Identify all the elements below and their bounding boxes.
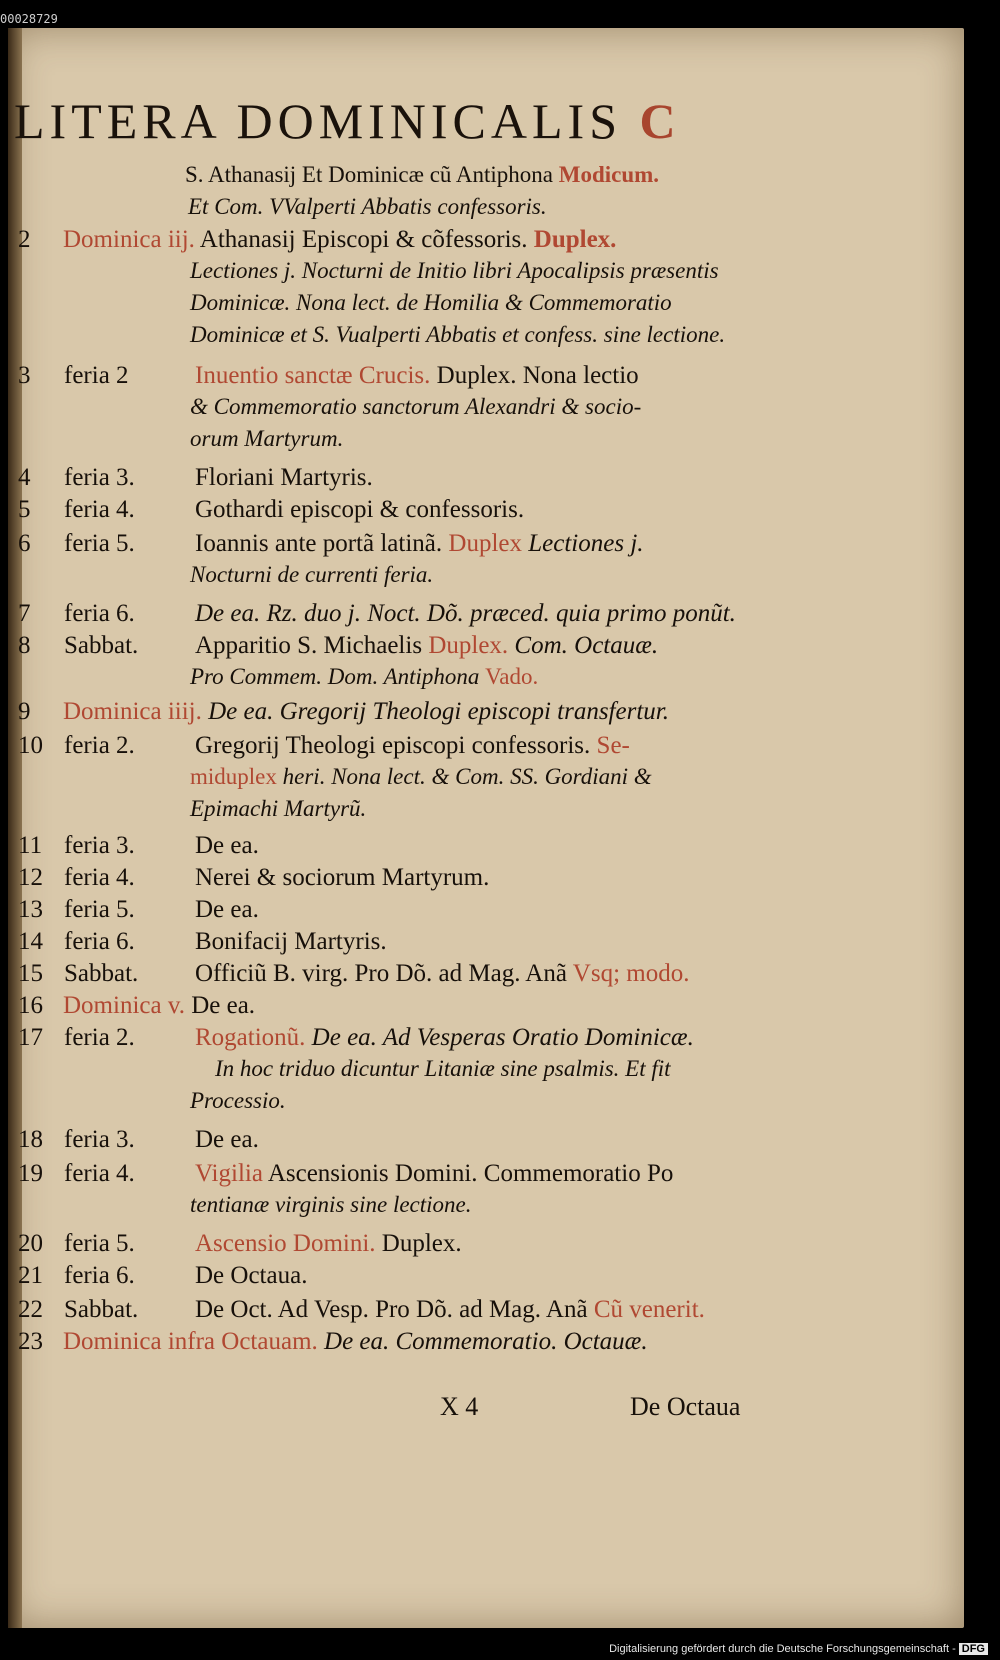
page-heading: [14, 92, 681, 150]
row-3-cont-1: & Commemoratio sanctorum Alexandri & socio-: [190, 394, 642, 419]
dfg-logo: DFG: [959, 1643, 988, 1655]
row-3-cont-2: orum Martyrum.: [190, 426, 344, 451]
row-8-cont-1: Pro Commem. Dom. Antiphona Vado.: [190, 664, 539, 689]
row-10-cont-2: Epimachi Martyrũ.: [190, 796, 367, 821]
line-1: S. Athanasij Et Dominicæ cũ Antiphona Modicum.: [185, 162, 660, 187]
page-spine: [8, 28, 22, 1628]
heading-letter: C: [639, 93, 681, 149]
digitization-credit: Digitalisierung gefördert durch die Deutsche Forschungsgemeinschaft - DFG: [609, 1643, 988, 1655]
line-2: Et Com. VValperti Abbatis confessoris.: [188, 194, 547, 219]
row-2-cont-3: Dominicæ et S. Vualperti Abbatis et confess. sine lectione.: [190, 322, 726, 347]
row-6-cont-1: Nocturni de currenti feria.: [190, 562, 434, 587]
row-2-cont-2: Dominicæ. Nona lect. de Homilia & Commemoratio: [190, 290, 672, 315]
row-17-cont-1: In hoc triduo dicuntur Litaniæ sine psalmis. Et fit: [215, 1056, 671, 1081]
catchword: De Octaua: [630, 1392, 741, 1421]
row-10-cont-1: miduplex heri. Nona lect. & Com. SS. Gordiani &: [190, 764, 652, 789]
row-2-cont-1: Lectiones j. Nocturni de Initio libri Apocalipsis præsentis: [190, 258, 719, 283]
signature-mark: X 4: [440, 1392, 479, 1421]
row-17-cont-2: Processio.: [190, 1088, 286, 1113]
scan-id: 00028729: [0, 12, 58, 26]
row-19-cont-1: tentianæ virginis sine lectione.: [190, 1192, 472, 1217]
heading-text: LITERA DOMINICALIS: [14, 93, 623, 149]
